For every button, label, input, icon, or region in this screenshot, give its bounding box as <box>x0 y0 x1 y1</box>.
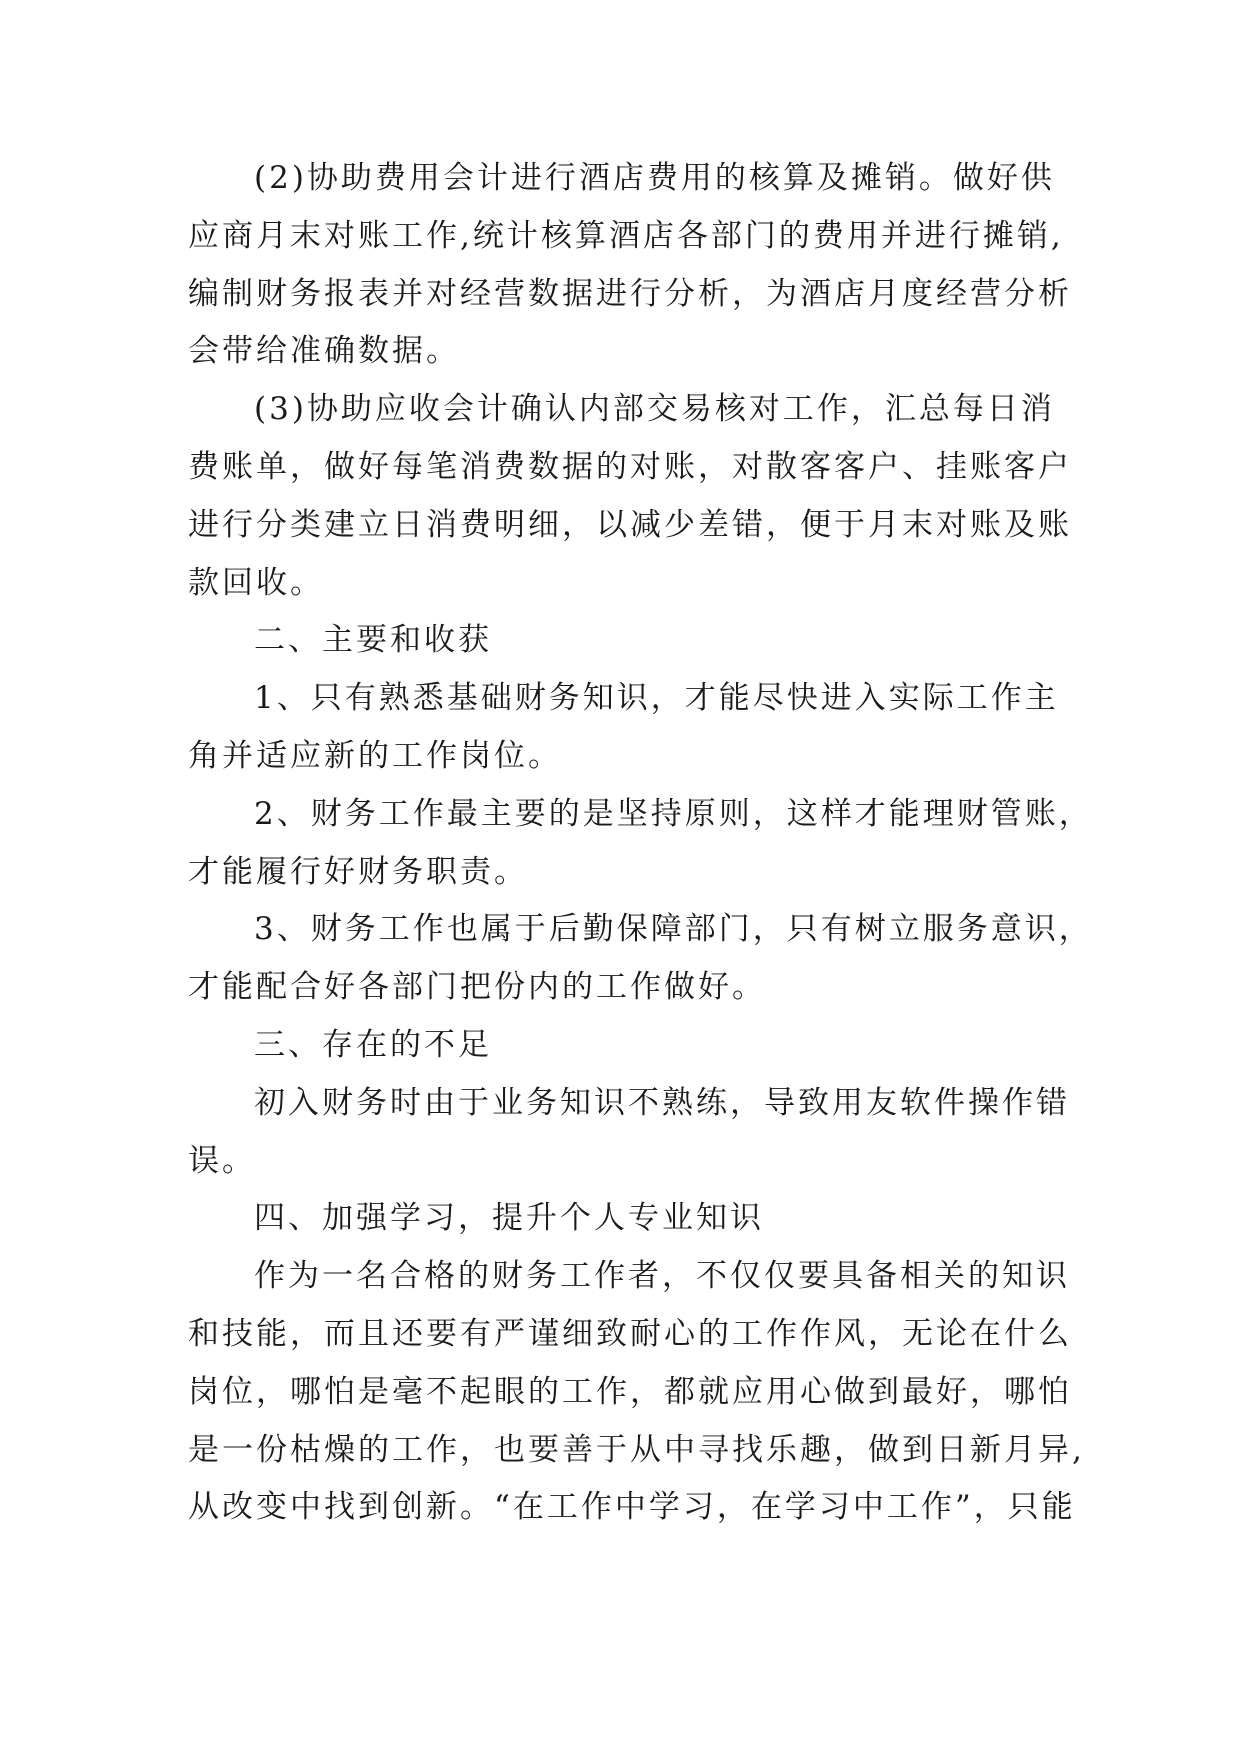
text-line: 误。 <box>188 1142 256 1179</box>
gain-item-2 <box>188 786 1093 902</box>
gain-item-3 <box>188 901 1093 1017</box>
gain-item-1 <box>188 670 1088 786</box>
text-line: 款回收。 <box>188 564 324 601</box>
text-line: 编制财务报表并对经营数据进行分析，为酒店月度经营分析 <box>188 275 1072 312</box>
text-line: 才能配合好各部门把份内的工作做好。 <box>188 969 766 1006</box>
section-heading-gains <box>188 612 1088 670</box>
text-line: (3)协助应收会计确认内部交易核对工作，汇总每日消 <box>254 391 1055 428</box>
text-line: 会带给准确数据。 <box>188 333 460 370</box>
text-line: 才能履行好财务职责。 <box>188 853 528 890</box>
section-heading-learning <box>188 1190 1088 1248</box>
text-line: 是一份枯燥的工作，也要善于从中寻找乐趣，做到日新月异, <box>188 1431 1085 1468</box>
text-line: (2)协助费用会计进行酒店费用的核算及摊销。做好供 <box>254 160 1055 196</box>
text-line: 1、只有熟悉基础财务知识，才能尽快进入实际工作主 <box>254 680 1059 717</box>
learning-paragraph <box>188 1248 1088 1537</box>
text-line: 2、财务工作最主要的是坚持原则，这样才能理财管账， <box>254 795 1093 832</box>
text-line: 从改变中找到创新。“在工作中学习，在学习中工作”，只能 <box>188 1489 1076 1526</box>
shortcomings-paragraph <box>188 1075 1088 1191</box>
heading-text: 四、加强学习，提升个人专业知识 <box>254 1200 764 1237</box>
text-line: 和技能，而且还要有严谨细致耐心的工作作风，无论在什么 <box>188 1315 1072 1352</box>
paragraph-2-assist-expense-accounting <box>188 150 1088 381</box>
heading-text: 二、主要和收获 <box>254 622 492 659</box>
heading-text: 三、存在的不足 <box>254 1026 492 1063</box>
text-line: 作为一名合格的财务工作者，不仅仅要具备相关的知识 <box>254 1258 1070 1295</box>
text-line: 角并适应新的工作岗位。 <box>188 737 562 774</box>
text-line: 应商月末对账工作,统计核算酒店各部门的费用并进行摊销, <box>188 217 1064 254</box>
text-line: 初入财务时由于业务知识不熟练，导致用友软件操作错 <box>254 1084 1070 1121</box>
document-body <box>188 150 1093 1537</box>
text-line: 岗位，哪怕是毫不起眼的工作，都就应用心做到最好，哪怕 <box>188 1373 1072 1410</box>
text-line: 进行分类建立日消费明细，以减少差错，便于月末对账及账 <box>188 506 1072 543</box>
paragraph-3-assist-receivable-accounting <box>188 381 1088 612</box>
section-heading-shortcomings <box>188 1017 1088 1075</box>
text-line: 费账单，做好每笔消费数据的对账，对散客客户、挂账客户 <box>188 448 1072 485</box>
text-line: 3、财务工作也属于后勤保障部门，只有树立服务意识， <box>254 911 1093 948</box>
